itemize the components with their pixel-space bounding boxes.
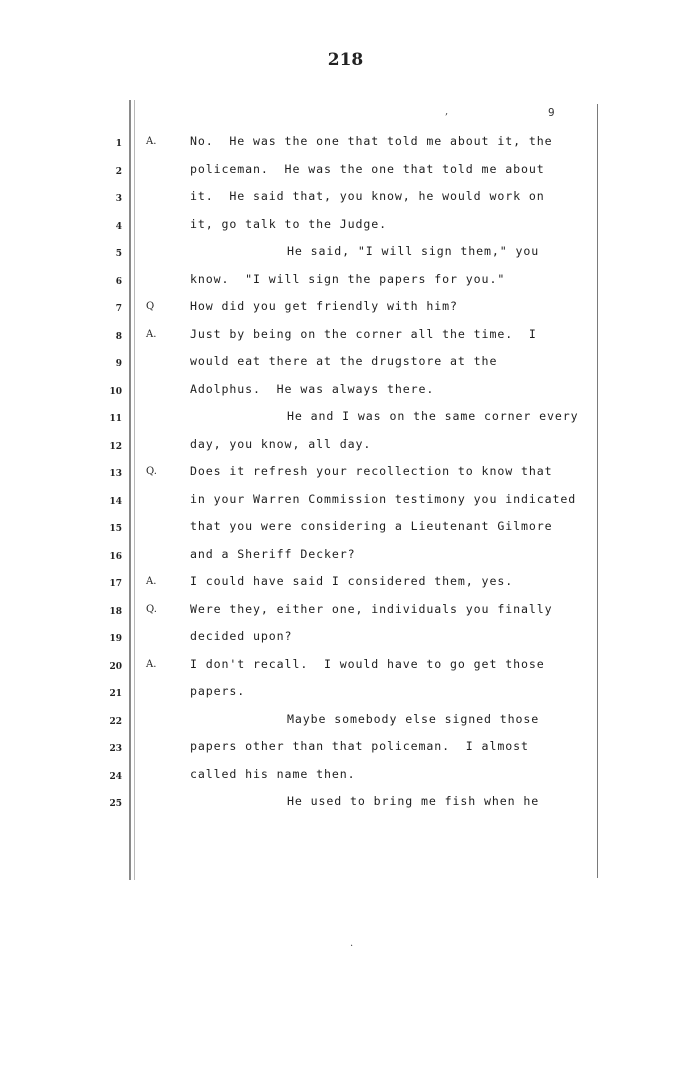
transcript-line	[0, 656, 691, 686]
line-number: 23	[109, 744, 122, 754]
line-text: I could have said I considered them, yes.	[190, 574, 514, 588]
transcript-line	[0, 326, 691, 356]
line-text: How did you get friendly with him?	[190, 299, 458, 313]
line-number: 15	[109, 524, 122, 534]
line-number: 1	[115, 139, 122, 149]
transcript-line	[0, 466, 691, 493]
transcript-line	[0, 381, 691, 411]
line-text: policeman. He was the one that told me about	[190, 161, 545, 176]
speaker-label: A.	[146, 328, 157, 340]
line-text: and a Sheriff Decker?	[190, 546, 356, 561]
line-number: 14	[109, 496, 122, 507]
stray-mark: .	[350, 938, 354, 949]
line-number: 25	[109, 799, 122, 809]
line-number: 6	[115, 276, 122, 287]
speaker-label: Q.	[146, 603, 157, 615]
line-number: 20	[109, 661, 122, 672]
line-number: 18	[109, 606, 122, 617]
speaker-label: Q.	[146, 466, 157, 477]
line-number: 12	[109, 441, 122, 452]
line-text: would eat there at the drugstore at the	[190, 354, 498, 368]
line-number: 19	[109, 634, 122, 644]
line-number: 24	[109, 771, 122, 782]
transcript-line	[0, 546, 691, 576]
transcript-line	[0, 161, 691, 191]
line-text: know. "I will sign the papers for you."	[190, 271, 506, 286]
page-number: 218	[327, 50, 364, 70]
line-number: 21	[109, 689, 122, 699]
line-text: He and I was on the same corner every	[287, 409, 579, 423]
transcript-line	[0, 411, 691, 438]
speaker-label: A.	[146, 136, 157, 147]
line-number: 2	[115, 166, 122, 177]
line-number: 10	[109, 386, 122, 397]
line-number: 3	[115, 194, 122, 204]
line-number: 17	[109, 579, 122, 589]
transcript-page-number: 9	[548, 106, 555, 119]
transcript-line	[0, 301, 691, 328]
line-text: Adolphus. He was always there.	[190, 381, 435, 396]
line-text: Just by being on the corner all the time. I	[190, 326, 537, 341]
speaker-label: A.	[146, 576, 157, 587]
line-number: 22	[109, 716, 122, 727]
line-text: Maybe somebody else signed those	[287, 711, 540, 726]
transcript-line	[0, 741, 691, 768]
transcript-line	[0, 191, 691, 218]
line-number: 8	[115, 331, 122, 342]
line-text: I don't recall. I would have to go get those	[190, 656, 545, 671]
line-number: 7	[115, 304, 122, 314]
line-number: 13	[109, 469, 122, 479]
line-text: called his name then.	[190, 766, 356, 781]
line-text: He used to bring me fish when he	[287, 794, 540, 808]
line-number: 5	[115, 249, 122, 259]
transcript-line	[0, 436, 691, 466]
transcript-line	[0, 766, 691, 796]
line-number: 11	[109, 414, 122, 424]
line-text: that you were considering a Lieutenant Gilmore	[190, 519, 553, 533]
transcript-line	[0, 796, 691, 823]
line-text: papers.	[190, 684, 246, 698]
line-text: in your Warren Commission testimony you indicated	[190, 491, 577, 506]
line-text: it. He said that, you know, he would work on	[190, 189, 545, 203]
transcript-line	[0, 356, 691, 383]
stray-mark: ,	[445, 106, 449, 117]
transcript-line	[0, 601, 691, 631]
line-number: 16	[109, 551, 122, 562]
line-text: day, you know, all day.	[190, 436, 372, 451]
transcript-line	[0, 491, 691, 521]
line-text: Were they, either one, individuals you finally	[190, 601, 553, 616]
transcript-line	[0, 271, 691, 301]
line-number: 9	[115, 359, 122, 369]
transcript-line	[0, 521, 691, 548]
transcript-line	[0, 136, 691, 163]
transcript-line	[0, 631, 691, 658]
line-text: it, go talk to the Judge.	[190, 216, 388, 231]
speaker-label: Q	[146, 301, 155, 312]
transcript-line	[0, 711, 691, 741]
transcript-line	[0, 576, 691, 603]
line-text: Does it refresh your recollection to know that	[190, 464, 553, 478]
speaker-label: A.	[146, 658, 157, 670]
transcript-line	[0, 246, 691, 273]
transcript-line	[0, 686, 691, 713]
line-text: papers other than that policeman. I almost	[190, 739, 529, 753]
line-text: He said, "I will sign them," you	[287, 244, 540, 258]
line-text: decided upon?	[190, 629, 293, 643]
transcript-line	[0, 216, 691, 246]
line-text: No. He was the one that told me about it, the	[190, 134, 553, 148]
line-number: 4	[115, 221, 122, 232]
